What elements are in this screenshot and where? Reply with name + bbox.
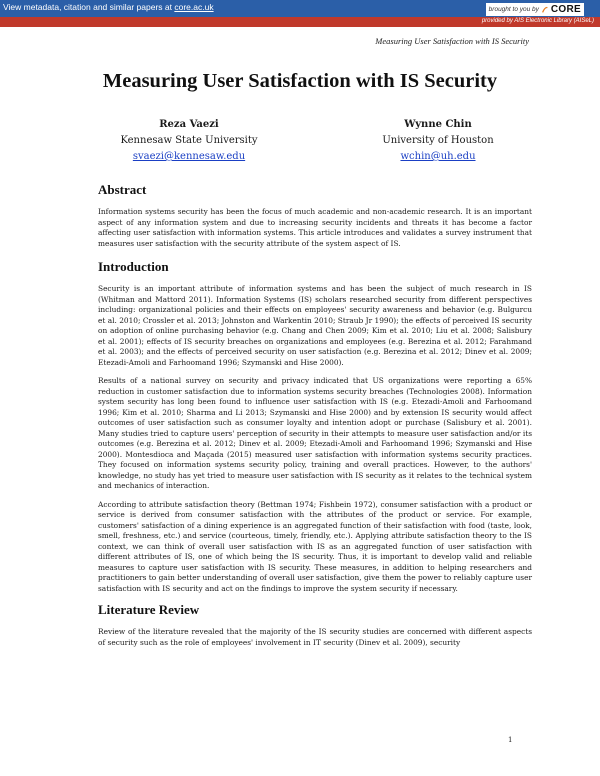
author-block — [338, 117, 538, 165]
abstract-paragraph: Information systems security has been the focus of much academic and non-academic research. It is an important aspect of any information system and due to increasing security incidents and threats it has become a factor affecting user satisfaction with information systems. This article introduces and validates a survey instrument that measures user satisfaction with the security attribute of the system aspect of IS. — [98, 207, 532, 248]
core-badge[interactable] — [486, 3, 584, 16]
paper-title: Measuring User Satisfaction with IS Security — [102, 70, 498, 92]
paper-body — [98, 182, 532, 656]
brought-by-text: brought to you by — [488, 6, 539, 13]
author-email-link[interactable]: wchin@uh.edu — [400, 151, 476, 162]
core-metadata-text[interactable] — [3, 2, 214, 12]
provided-by-text[interactable]: provided by AIS Electronic Library (AISeL) — [481, 18, 594, 24]
introduction-paragraph: Results of a national survey on security and privacy indicated that US organizations were reporting a 65% reduction in customer satisfaction due to information systems security breaches (Technologies 2008). Information system security has long been found to influence user satisfaction with IS (e.g. Etezadi-Amoli and Farhoomand 1996; Kim et al. 2010; Sharma and Li 2013; Szymanski and Hise 2000) and by extension IS security would affect outcomes of user satisfaction such as consumer loyalty and intention adopt or purchase (Salisbury et al. 2001). Many studies tried to capture users' perception of security in their attempts to measure user satisfaction and/or its outcomes (e.g. Berezina et al. 2012; Dinev et al. 2009; Etezadi-Amoli and Farhoomand 1996; Szymanski and Hise 2000). Montesdioca and Maçada (2015) measured user satisfaction with information systems security practices. They focused on information systems security policy, training and overall practices. However, to the authors' knowledge, no study has yet tried to measure user satisfaction with IS security as it relates to the technical system and mechanics of interaction. — [98, 376, 532, 490]
introduction-heading: Introduction — [98, 259, 169, 274]
abstract-heading: Abstract — [98, 182, 147, 197]
author-block — [89, 117, 289, 165]
core-link[interactable]: core.ac.uk — [174, 2, 214, 12]
running-head: Measuring User Satisfaction with IS Security — [375, 36, 529, 46]
page-number: 1 — [508, 736, 513, 744]
literature-review-paragraph: Review of the literature revealed that the majority of the IS security studies are concerned with different aspects of security such as the role of employees' involvement in IT security (Dinev et al. 2009), security — [98, 627, 532, 647]
author-email-link[interactable]: svaezi@kennesaw.edu — [132, 151, 246, 162]
core-logo-text: CORE — [550, 4, 581, 15]
author-name: Wynne Chin — [404, 119, 472, 130]
core-logo-icon — [541, 6, 549, 14]
literature-review-heading: Literature Review — [98, 602, 200, 617]
author-name: Reza Vaezi — [159, 119, 219, 130]
metadata-label: View metadata, citation and similar papers at — [3, 2, 172, 12]
introduction-paragraph: Security is an important attribute of information systems and has been the subject of much research in IS (Whitman and Mattord 2011). Information Systems (IS) scholars researched security from different perspectives including: organizational policies and their effects on employees' security awareness and behavior (e.g. Bulgurcu et al. 2010; Crossler et al. 2013; Johnston and Warkentin 2010; Straub Jr 1990); the effects of perceived IS security on adoption of online purchasing behavior (e.g. Chang and Chen 2009; Kim et al. 2010; Liu et al. 2008; Salisbury et al. 2001); effects of IS security breaches on organizations and employees (e.g. Berezina et al. 2012; Farahmand et al. 2003); and the effects of perceived security on user satisfaction (e.g. Berezina et al. 2012; Dinev et al. 2009; Etezadi-Amoli and Farhoomand 1996; Szymanski and Hise 2000). — [98, 284, 532, 367]
introduction-paragraph: According to attribute satisfaction theory (Bettman 1974; Fishbein 1972), consumer satisfaction with a product or service is derived from consumer satisfaction with the attributes of the product or service. For example, customers' satisfaction of a dining experience is an aggregated function of their satisfaction with food (taste, look, smell, freshness, etc.) and service (courteous, timely, friendly, etc.). Applying attribute satisfaction theory to the IS context, we can think of overall user satisfaction with IS as an aggregated function of user satisfaction with different attributes of IS, one of which being the IS security. Thus, it is important to develop valid and reliable measures to capture user satisfaction with IS security. These measures, in addition to helping researchers and practitioners to gain better understanding of overall user satisfaction, give them the power to reliably capture user satisfaction with IS security and act on the findings to improve the system security if necessary. — [98, 499, 532, 593]
provider-banner — [0, 17, 600, 27]
author-affiliation: University of Houston — [382, 135, 494, 146]
author-affiliation: Kennesaw State University — [120, 135, 258, 146]
